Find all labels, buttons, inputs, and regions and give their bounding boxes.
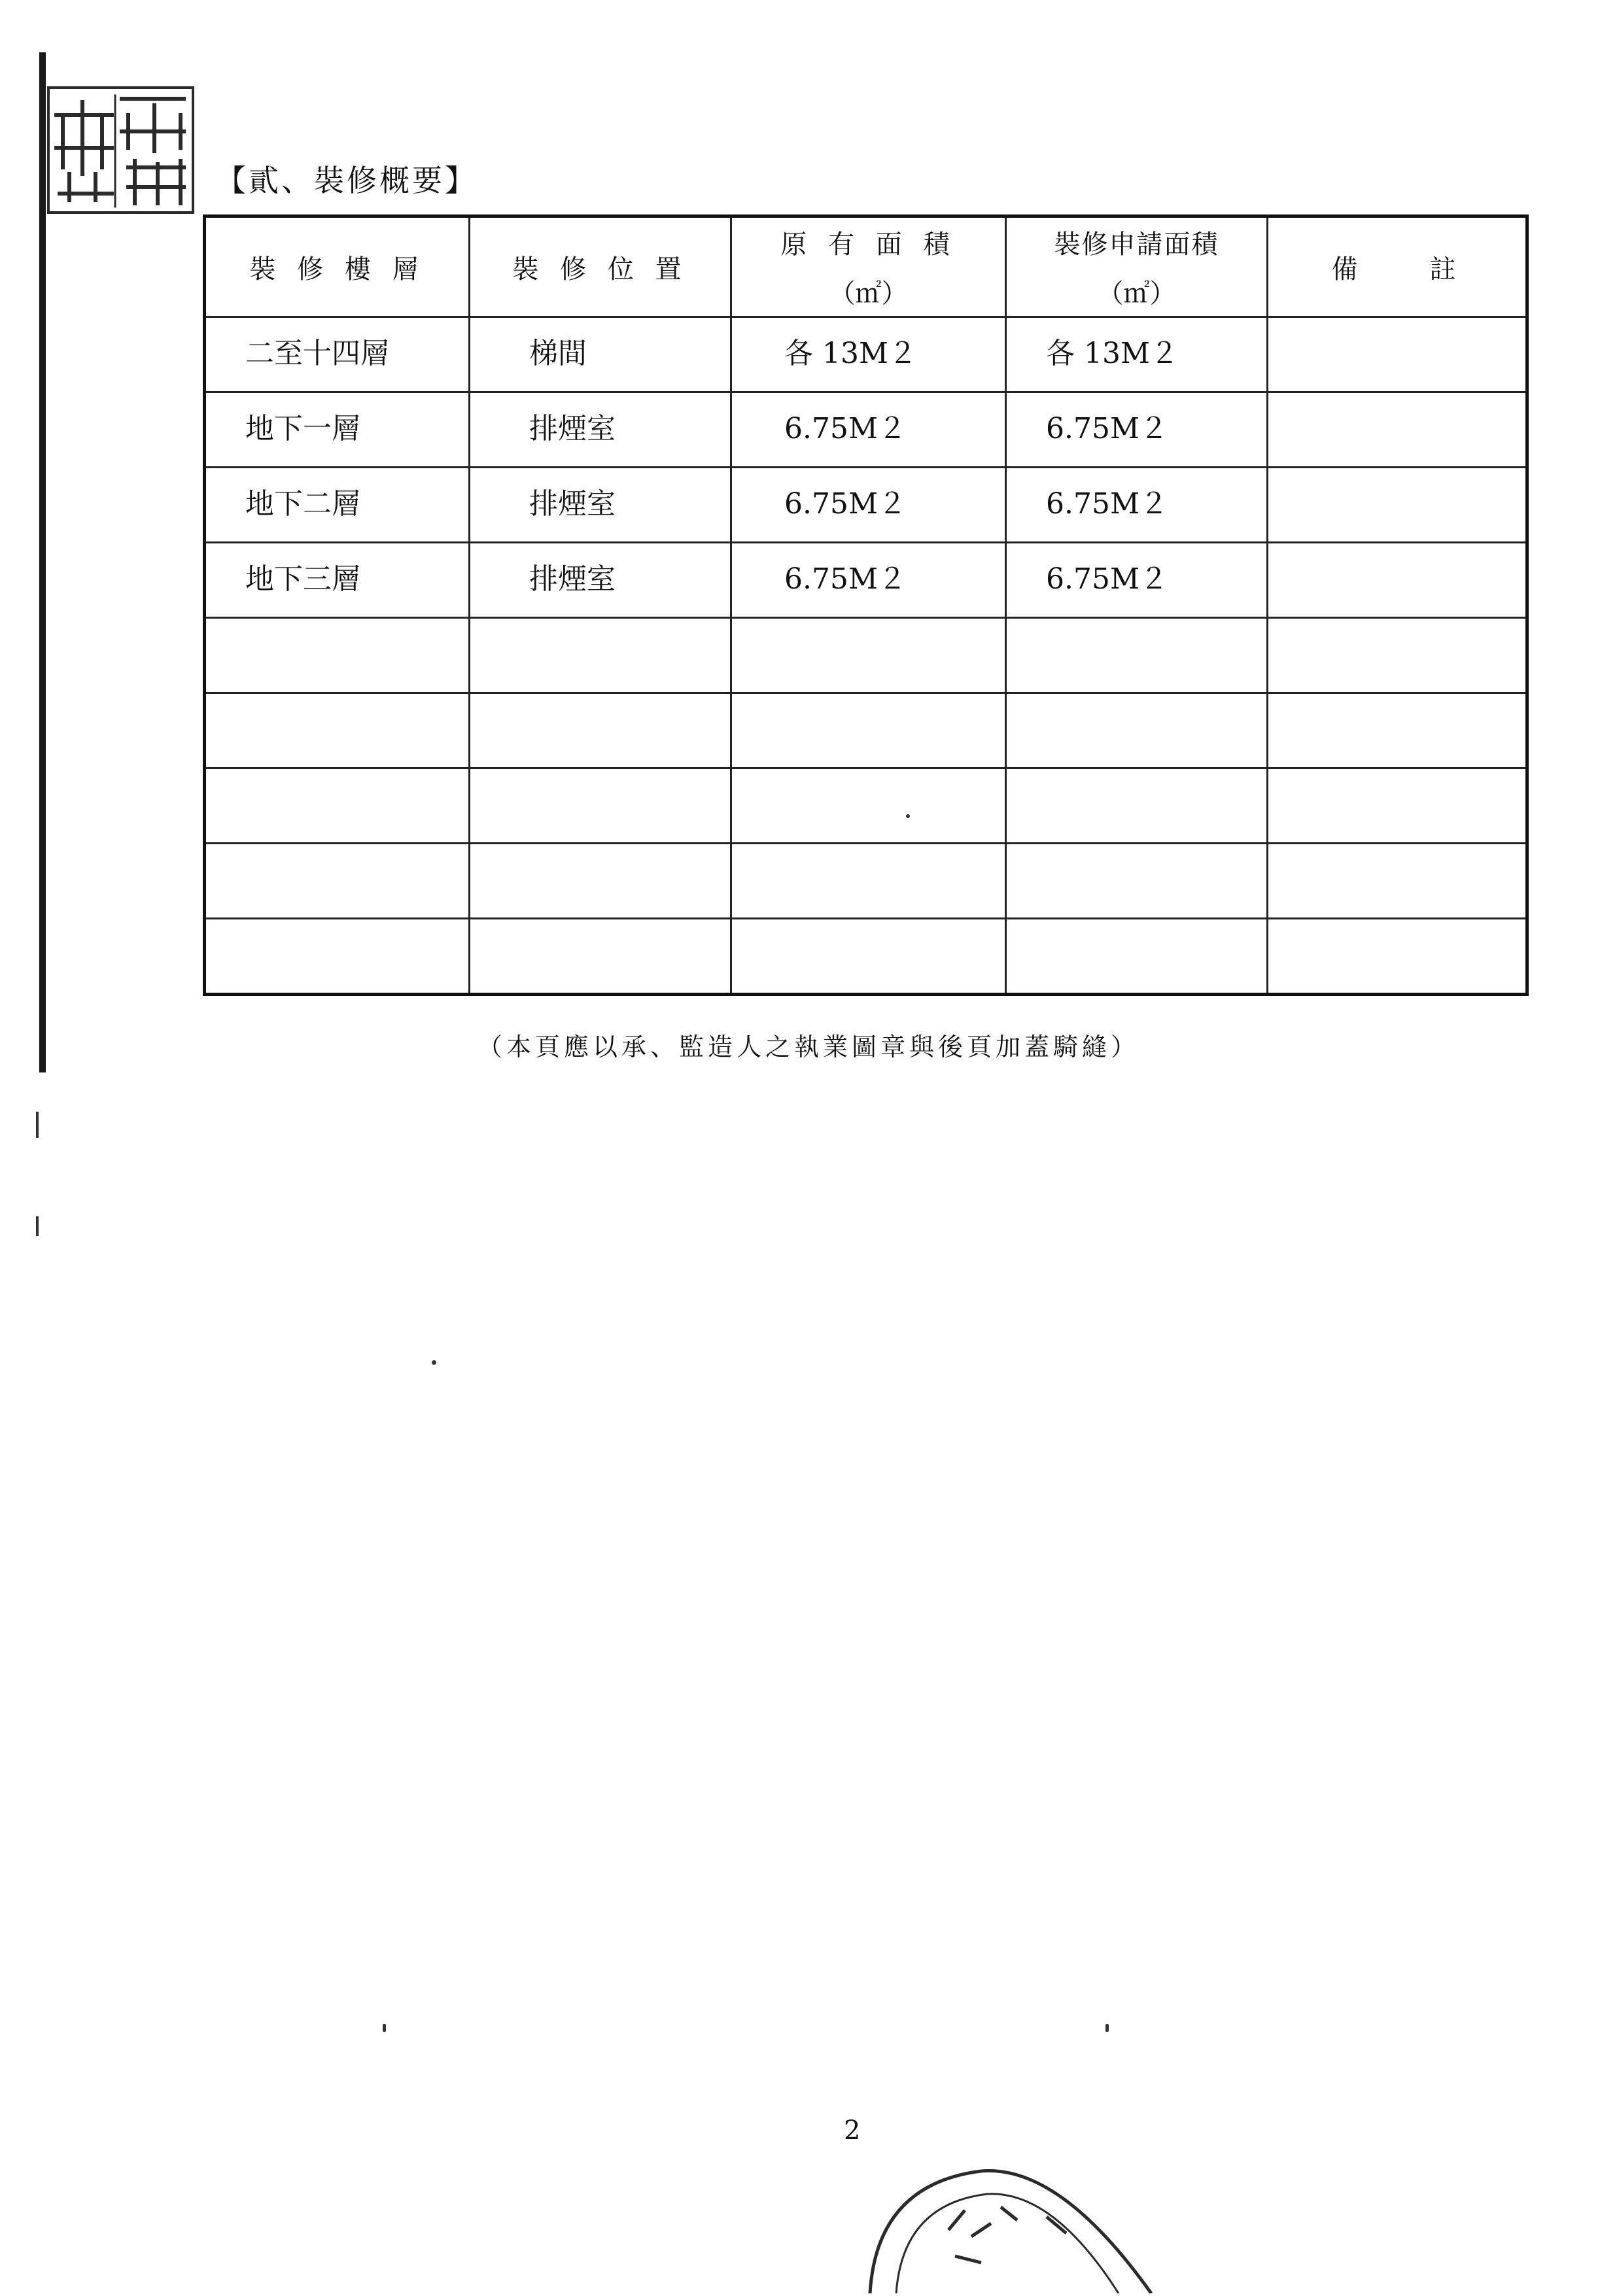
cell-requested-area: 6.75M２ (1006, 468, 1268, 543)
table-row (205, 468, 1527, 543)
page-number: 2 (844, 2116, 861, 2146)
scan-speck (432, 1360, 436, 1365)
cell-location (470, 618, 731, 693)
header-remarks: 備 註 (1268, 216, 1527, 317)
cell-floor: 地下一層 (205, 392, 470, 468)
cell-requested-area (1006, 693, 1268, 768)
table-row (205, 543, 1527, 618)
table-header-row (205, 216, 1527, 317)
cell-location: 梯間 (470, 317, 731, 392)
cell-requested-area (1006, 844, 1268, 919)
cell-remarks (1268, 768, 1527, 844)
cell-floor: 地下二層 (205, 468, 470, 543)
section-title: 【貳、裝修概要】 (216, 163, 478, 198)
cell-floor (205, 768, 470, 844)
cell-floor: 地下三層 (205, 543, 470, 618)
round-seal-icon (850, 2145, 1191, 2293)
cell-original-area (731, 844, 1006, 919)
cell-original-area (731, 618, 1006, 693)
cell-original-area (731, 919, 1006, 995)
cell-location: 排煙室 (470, 468, 731, 543)
cell-requested-area: 6.75M２ (1006, 392, 1268, 468)
cell-original-area: 6.75M２ (731, 468, 1006, 543)
seal-stamp-round (850, 2145, 1191, 2296)
cell-floor (205, 919, 470, 995)
table-row (205, 693, 1527, 768)
cell-original-area: 各 13M２ (731, 317, 1006, 392)
cell-location (470, 844, 731, 919)
seal-glyph-icon (50, 89, 192, 211)
cell-remarks (1268, 468, 1527, 543)
cell-original-area (731, 693, 1006, 768)
cell-original-area: 6.75M２ (731, 392, 1006, 468)
cell-floor (205, 844, 470, 919)
renovation-summary-table (203, 214, 1529, 996)
table-row (205, 844, 1527, 919)
cell-original-area (731, 768, 1006, 844)
unit-label: （㎡） (829, 279, 908, 309)
cell-floor (205, 693, 470, 768)
cell-location: 排煙室 (470, 392, 731, 468)
binding-margin-line (39, 52, 46, 1072)
cell-remarks (1268, 844, 1527, 919)
cell-remarks (1268, 543, 1527, 618)
margin-mark (36, 1112, 39, 1138)
unit-label: （㎡） (1097, 279, 1176, 309)
table-row (205, 392, 1527, 468)
header-original-area: 原 有 面 積 （㎡） (731, 216, 1006, 317)
cell-remarks (1268, 919, 1527, 995)
cell-requested-area: 6.75M２ (1006, 543, 1268, 618)
stamp-instruction-note: （本頁應以承、監造人之執業圖章與後頁加蓋騎縫） (477, 1033, 1139, 1061)
cell-remarks (1268, 392, 1527, 468)
scan-speck (906, 814, 910, 818)
cell-requested-area (1006, 768, 1268, 844)
cell-floor: 二至十四層 (205, 317, 470, 392)
header-location: 裝 修 位 置 (470, 216, 731, 317)
scan-speck (383, 2024, 386, 2032)
table-row (205, 317, 1527, 392)
header-requested-area: 裝修申請面積 （㎡） (1006, 216, 1268, 317)
cell-remarks (1268, 618, 1527, 693)
cell-original-area: 6.75M２ (731, 543, 1006, 618)
cell-requested-area: 各 13M２ (1006, 317, 1268, 392)
cell-requested-area (1006, 919, 1268, 995)
cell-location (470, 768, 731, 844)
scan-speck (1105, 2024, 1109, 2032)
cell-floor (205, 618, 470, 693)
cell-location: 排煙室 (470, 543, 731, 618)
cell-remarks (1268, 317, 1527, 392)
margin-mark (36, 1216, 39, 1236)
table-row (205, 618, 1527, 693)
header-floor: 裝 修 樓 層 (205, 216, 470, 317)
table-row (205, 919, 1527, 995)
cell-remarks (1268, 693, 1527, 768)
seal-stamp-square (47, 86, 194, 214)
cell-requested-area (1006, 618, 1268, 693)
table-row (205, 768, 1527, 844)
cell-location (470, 919, 731, 995)
cell-location (470, 693, 731, 768)
